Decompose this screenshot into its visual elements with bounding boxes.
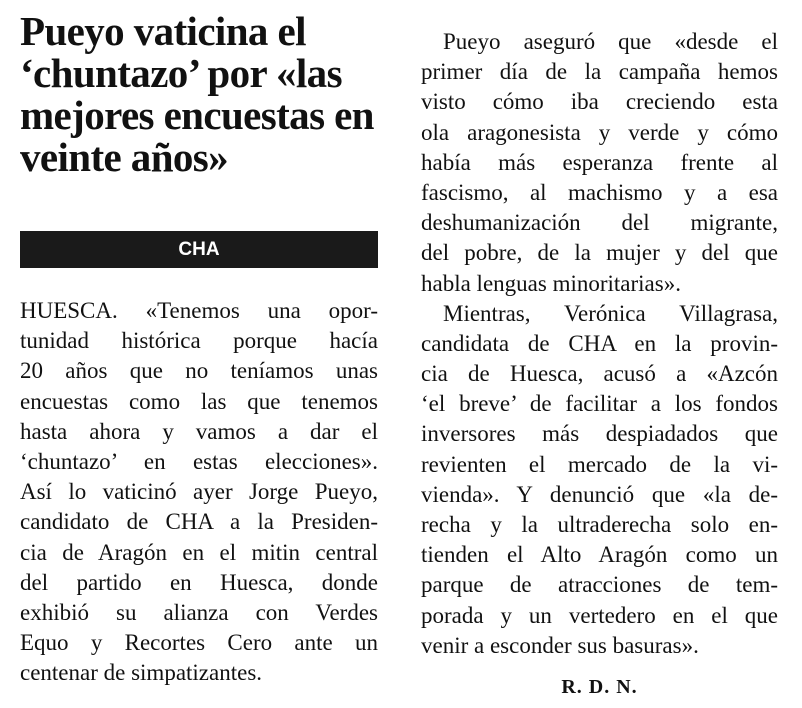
body-line: tienden el Alto Aragón como un	[421, 542, 778, 568]
body-left-paragraph	[20, 296, 378, 688]
body-line: del pobre, de la mujer y del que	[421, 240, 778, 266]
body-line: ‘chuntazo’ en estas elecciones».	[20, 448, 378, 474]
body-line: cia de Aragón en el mitin central	[20, 539, 378, 565]
body-line: deshumanización del migrante,	[421, 210, 778, 236]
body-line: recha y la ultraderecha solo en-	[421, 512, 778, 537]
body-right-paragraphs	[421, 27, 778, 661]
body-line: primer día de la campaña hemos	[421, 59, 778, 85]
body-line: había más esperanza frente al	[421, 149, 778, 175]
body-line: Equo y Recortes Cero ante un	[20, 630, 378, 656]
body-line: encuestas como las que tenemos	[20, 388, 378, 414]
body-line: 20 años que no teníamos unas	[20, 358, 378, 384]
body-line: HUESCA. «Tenemos una opor-	[20, 298, 378, 323]
body-line: centenar de simpatizantes.	[20, 660, 263, 686]
body-line: vienda». Y denunció que «la de-	[421, 481, 778, 507]
body-line: ‘el breve’ de facilitar a los fondos	[421, 391, 778, 417]
body-line: Mientras, Verónica Villagrasa,	[443, 300, 778, 326]
body-line: habla lenguas minoritarias».	[421, 270, 681, 296]
author-signature: R. D. N.	[561, 676, 638, 698]
body-line: venir a esconder sus basuras».	[421, 632, 699, 658]
body-line: cia de Huesca, acusó a «Azcón	[421, 361, 778, 387]
body-line: Así lo vaticinó ayer Jorge Pueyo,	[20, 479, 378, 505]
body-line: hasta ahora y vamos a dar el	[20, 418, 378, 444]
body-line: inversores más despiadados que	[421, 421, 778, 447]
body-line: revienten el mercado de la vi-	[421, 451, 778, 477]
body-line: fascismo, al machismo y a esa	[421, 179, 778, 205]
body-line: ola aragonesista y verde y cómo	[421, 119, 778, 145]
body-line: tunidad histórica porque hacía	[20, 328, 378, 354]
body-line: del partido en Huesca, donde	[20, 569, 378, 595]
body-line: candidata de CHA en la provin-	[421, 330, 778, 356]
body-line: visto cómo iba creciendo esta	[421, 89, 778, 115]
body-line: porada y un vertedero en el que	[421, 602, 778, 628]
body-line: parque de atracciones de tem-	[421, 572, 778, 598]
body-line: Pueyo aseguró que «desde el	[443, 29, 778, 54]
body-line: candidato de CHA a la Presiden-	[20, 509, 378, 535]
headline: Pueyo vaticina el ‘chuntazo’ por «las mejores encuestas en veinte años»	[20, 8, 374, 180]
body-line: exhibió su alianza con Verdes	[20, 599, 378, 625]
section-label: CHA	[20, 231, 378, 268]
